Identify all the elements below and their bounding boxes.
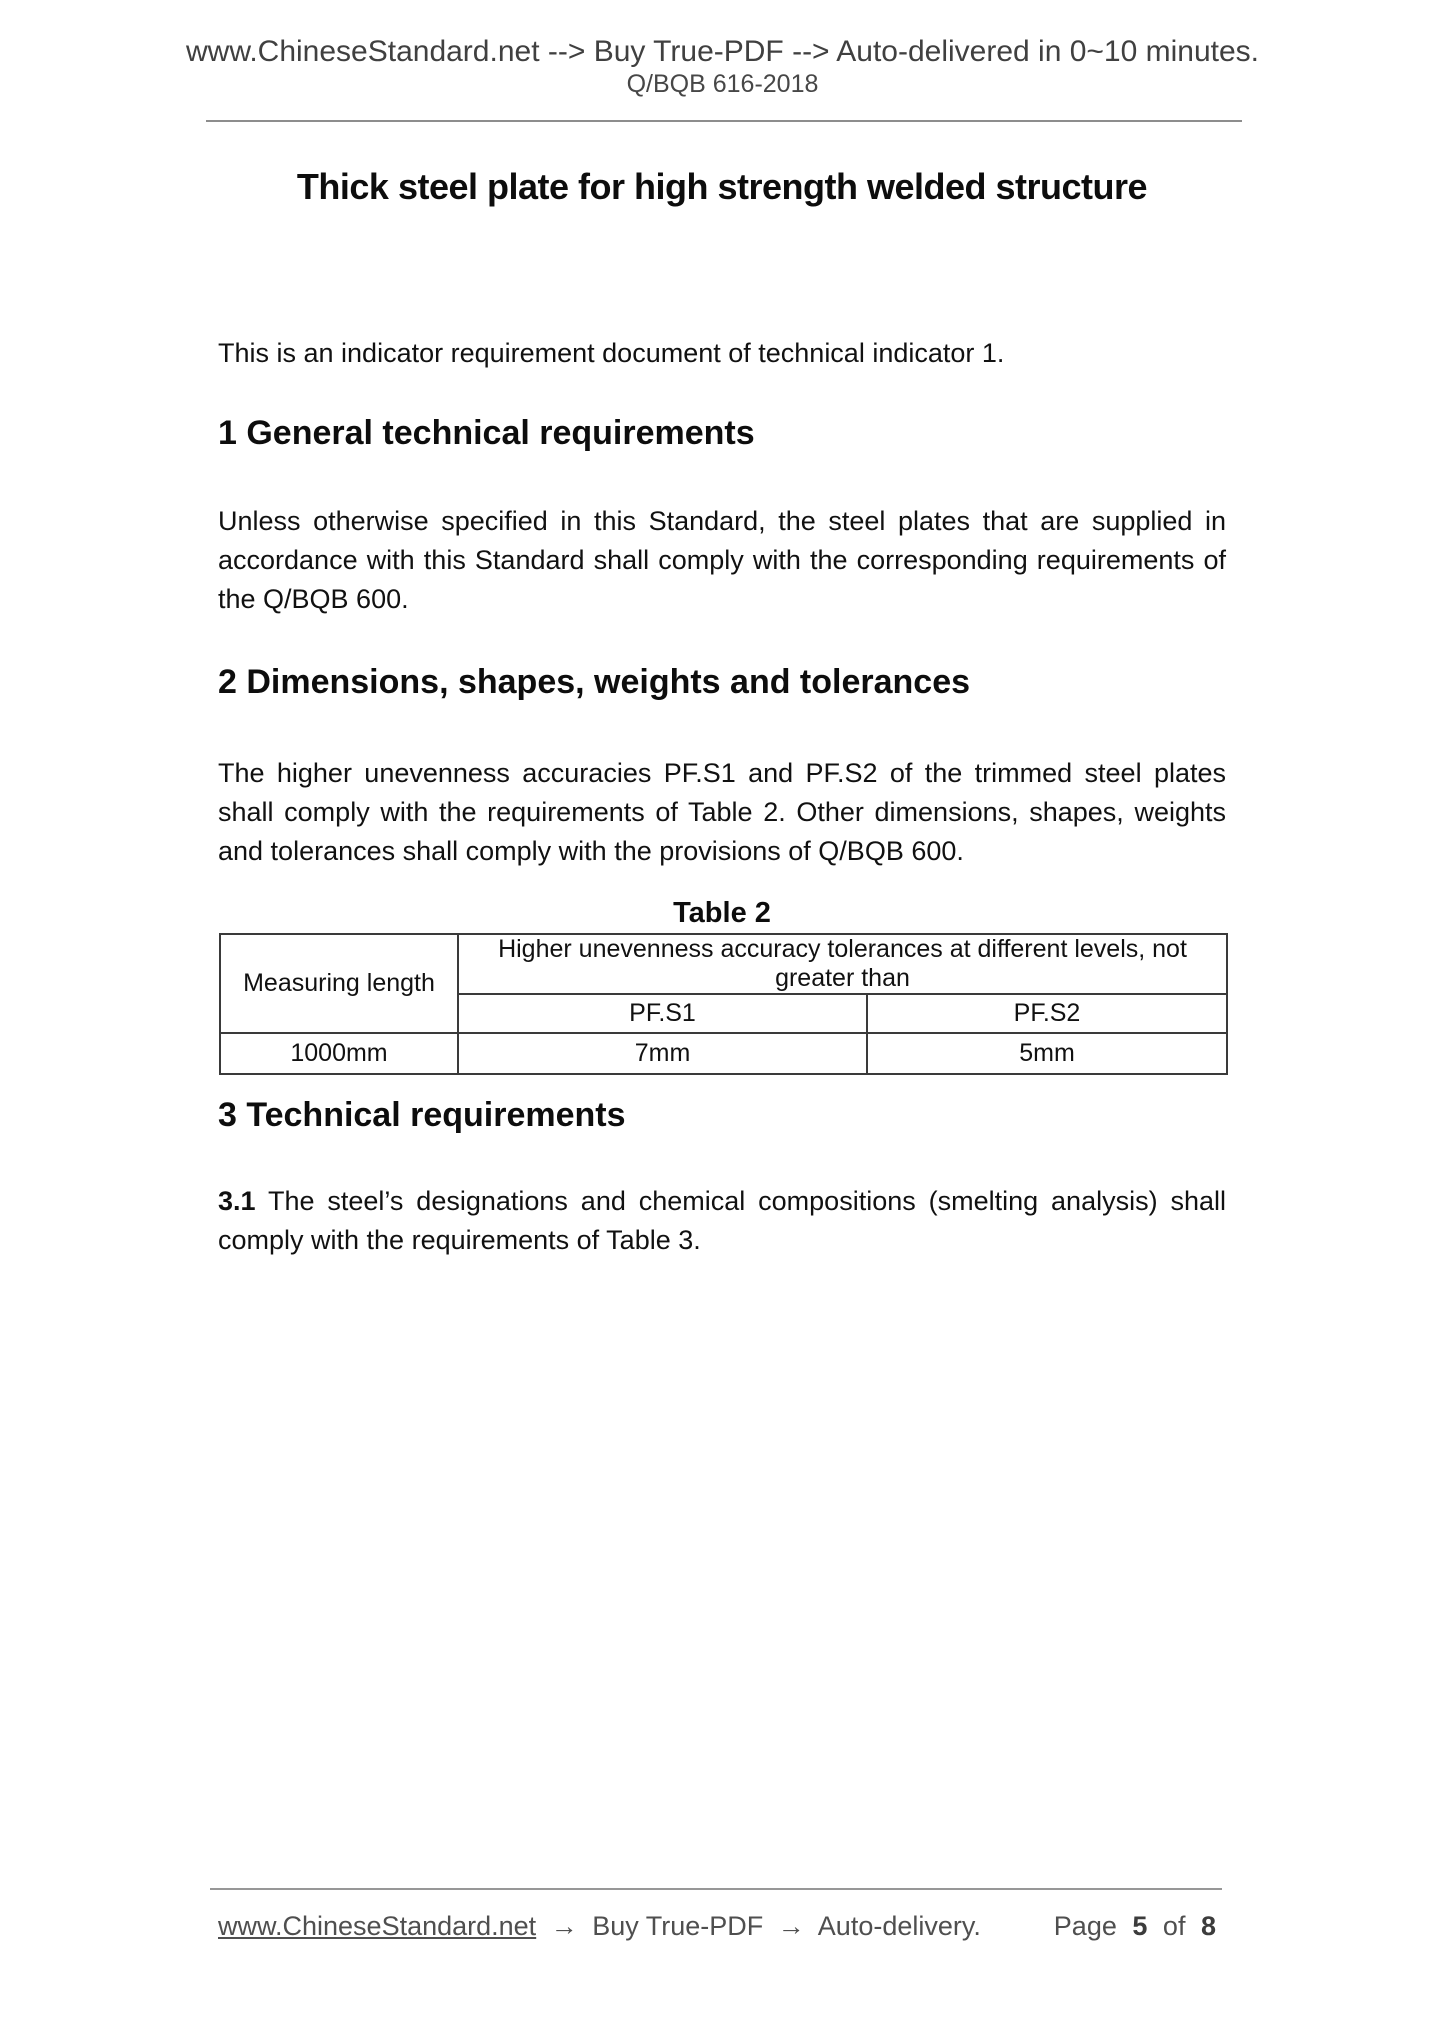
page-number-indicator [1046,1911,1226,1942]
footer-site-link[interactable]: www.ChineseStandard.net [218,1911,537,1941]
table-cell-measuring-length: Measuring length [220,934,458,1033]
section-3-paragraph [218,1182,1226,1260]
table-row-data [220,1033,1227,1074]
table-cell-pfs1: PF.S1 [458,994,867,1033]
section-3-heading: 3 Technical requirements [218,1096,626,1134]
table-2-caption: Table 2 [673,897,771,929]
section-1-paragraph: Unless otherwise specified in this Standard, the steel plates that are supplied in accordance with this Standard shall comply with the corresponding requirements of the Q/BQB 600. [218,506,1226,614]
footer-buy-label: Buy True-PDF [592,1911,764,1941]
total-page-number: 8 [1200,1911,1216,1941]
section-2-heading: 2 Dimensions, shapes, weights and tolerances [218,663,971,701]
intro-paragraph: This is an indicator requirement document of technical indicator 1. [218,338,1005,368]
clause-text: The steel’s designations and chemical compositions (smelting analysis) shall comply with the requirements of Table 3. [218,1186,1226,1255]
footer-delivery-label: Auto-delivery. [817,1911,981,1941]
table-cell-pfs2-value: 5mm [867,1033,1227,1074]
of-label: of [1162,1911,1186,1941]
arrow-right-icon: → [550,1911,578,1941]
table-cell-pfs2: PF.S2 [867,994,1227,1033]
page-label: Page [1053,1911,1117,1941]
footer-delivery-note [218,1911,988,1942]
header-delivery-note: www.ChineseStandard.net --> Buy True-PDF --> Auto-delivered in 0~10 minutes. [185,35,1260,68]
table-cell-span-header: Higher unevenness accuracy tolerances at different levels, not greater than [458,934,1227,994]
table-row-header-1 [220,934,1227,994]
current-page-number: 5 [1132,1911,1148,1941]
clause-number: 3.1 [218,1186,256,1216]
footer-divider [210,1888,1222,1890]
section-1-heading: 1 General technical requirements [218,414,755,452]
header-divider [206,120,1242,122]
page-footer [218,1911,1226,1942]
table-2 [219,933,1228,1075]
document-title: Thick steel plate for high strength welded structure [296,166,1148,207]
table-cell-pfs1-value: 7mm [458,1033,867,1074]
arrow-right-icon: → [777,1911,805,1941]
section-2-paragraph: The higher unevenness accuracies PF.S1 and PF.S2 of the trimmed steel plates shall comply with the requirements of Table 2. Other dimensions, shapes, weights and tolerances shall comply with the provisions of Q/BQB 600. [218,758,1226,866]
standard-code: Q/BQB 616-2018 [626,70,819,98]
table-cell-length-value: 1000mm [220,1033,458,1074]
